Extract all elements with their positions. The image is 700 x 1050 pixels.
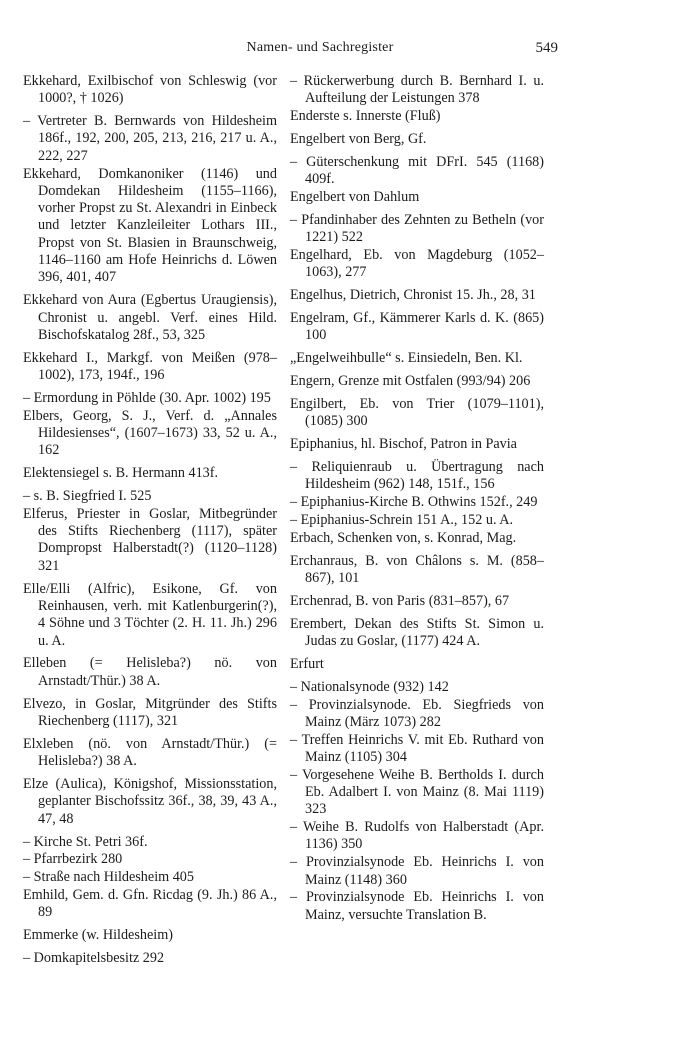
index-subentry: – Kirche St. Petri 36f.: [23, 833, 148, 850]
index-subentry: – Domkapitelsbesitz 292: [23, 949, 165, 966]
index-entry: Engern, Grenze mit Ostfalen (993/94) 206: [290, 373, 531, 390]
index-subentry: – Provinzialsynode. Eb. Siegfrieds von Mainz (März 1073) 282: [290, 696, 544, 730]
index-entry: Elektensiegel s. B. Hermann 413f.: [23, 465, 219, 482]
index-subentry: – Güterschenkung mit DFrI. 545 (1168) 409f.: [290, 153, 544, 188]
index-subentry: – Vorgesehene Weihe B. Bertholds I. durch Eb. Adalbert I. von Mainz (8. Mai 1119) 323: [290, 766, 544, 818]
index-entry: Ekkehard von Aura (Egbertus Uraugiensis), Chronist u. angebl. Verf. eines Hild. Bischofskatalog 28f., 53, 325: [23, 292, 277, 343]
index-subentry: – Ermordung in Pöhlde (30. Apr. 1002) 195: [23, 389, 271, 406]
index-entry: Engilbert, Eb. von Trier (1079–1101), (1085) 300: [290, 396, 544, 430]
index-entry: Elleben (= Helisleba?) nö. von Arnstadt/Thür.) 38 A.: [23, 655, 277, 689]
index-subentry: – Pfandinhaber des Zehnten zu Betheln (vor 1221) 522: [290, 211, 544, 246]
index-entry: Elferus, Priester in Goslar, Mitbegründer des Stifts Riechenberg (1117), später Dompropst Halberstadt(?) (1120–1128) 321: [23, 505, 277, 574]
index-entry: Elze (Aulica), Königshof, Missionsstation, geplanter Bischofssitz 36f., 38, 39, 43 A., 47, 48: [23, 776, 277, 827]
index-subentry: – Nationalsynode (932) 142: [290, 678, 449, 695]
index-subentry: – Pfarrbezirk 280: [23, 851, 123, 868]
page-number: 549: [535, 40, 558, 56]
index-entry: Elvezo, in Goslar, Mitgründer des Stifts Riechenberg (1117), 321: [23, 695, 277, 729]
index-entry: Engelram, Gf., Kämmerer Karls d. K. (865) 100: [290, 310, 544, 344]
index-entry: Ekkehard, Domkanoniker (1146) und Domdekan Hildesheim (1155–1166), vorher Propst zu St. Alexandri in Einbeck und letzter Kanzleileiter Lothars III., Propst von St. Blasien in Braunschweig, 1146–1160 am Hofe Heinrichs d. Löwen 396, 401, 407: [23, 165, 277, 286]
index-subentry: – Treffen Heinrichs V. mit Eb. Ruthard von Mainz (1105) 304: [290, 731, 544, 765]
running-head: [0, 40, 700, 62]
index-entry: Ekkehard I., Markgf. von Meißen (978–1002), 173, 194f., 196: [23, 349, 277, 384]
index-subentry: – Weihe B. Rudolfs von Halberstadt (Apr. 1136) 350: [290, 819, 544, 853]
index-entry: Engelhus, Dietrich, Chronist 15. Jh., 28, 31: [290, 287, 536, 304]
index-subentry: – Epiphanius-Schrein 151 A., 152 u. A.: [290, 511, 514, 528]
index-subentry: – Epiphanius-Kirche B. Othwins 152f., 249: [290, 494, 538, 511]
index-entry: Erchenrad, B. von Paris (831–857), 67: [290, 592, 510, 609]
index-entry: Erembert, Dekan des Stifts St. Simon u. Judas zu Goslar, (1177) 424 A.: [290, 615, 544, 650]
index-entry: Epiphanius, hl. Bischof, Patron in Pavia: [290, 436, 517, 453]
index-column-left: [23, 73, 277, 968]
index-entry: Engelhard, Eb. von Magdeburg (1052–1063), 277: [290, 246, 544, 281]
index-subentry: – Straße nach Hildesheim 405: [23, 869, 194, 886]
index-subentry: – Provinzialsynode Eb. Heinrichs I. von Mainz, versuchte Translation B.: [290, 889, 544, 923]
index-entry: „Engelweihbulle“ s. Einsiedeln, Ben. Kl.: [290, 350, 523, 367]
index-entry: Elle/Elli (Alfric), Esikone, Gf. von Reinhausen, verh. mit Katlenburgerin(?), 4 Söhne und 3 Töchter (2. H. 11. Jh.) 296 u. A.: [23, 580, 277, 649]
index-entry: Enderste s. Innerste (Fluß): [290, 108, 441, 125]
index-entry: Emhild, Gem. d. Gfn. Ricdag (9. Jh.) 86 A., 89: [23, 886, 277, 921]
index-subentry: – Reliquienraub u. Übertragung nach Hildesheim (962) 148, 151f., 156: [290, 459, 544, 493]
index-subentry: – s. B. Siegfried I. 525: [23, 488, 152, 505]
index-column-right: [290, 73, 544, 924]
running-title: Namen- und Sachregister: [246, 40, 394, 55]
index-subentry: – Provinzialsynode Eb. Heinrichs I. von Mainz (1148) 360: [290, 854, 544, 888]
index-entry: Erfurt: [290, 655, 324, 672]
index-entry: Elxleben (nö. von Arnstadt/Thür.) (= Helisleba?) 38 A.: [23, 735, 277, 770]
index-entry: Engelbert von Dahlum: [290, 188, 420, 205]
index-entry: Engelbert von Berg, Gf.: [290, 130, 427, 147]
index-entry: Ekkehard, Exilbischof von Schleswig (vor 1000?, † 1026): [23, 73, 277, 107]
index-subentry: – Rückerwerbung durch B. Bernhard I. u. Aufteilung der Leistungen 378: [290, 73, 544, 107]
index-entry: Emmerke (w. Hildesheim): [23, 927, 173, 944]
index-entry: Erchanraus, B. von Châlons s. M. (858–867), 101: [290, 552, 544, 586]
index-subentry: – Vertreter B. Bernwards von Hildesheim 186f., 192, 200, 205, 213, 216, 217 u. A., 222, 227: [23, 113, 277, 164]
index-entry: Erbach, Schenken von, s. Konrad, Mag.: [290, 529, 517, 546]
index-entry: Elbers, Georg, S. J., Verf. d. „Annales Hildesienses“, (1607–1673) 33, 52 u. A., 162: [23, 407, 277, 459]
